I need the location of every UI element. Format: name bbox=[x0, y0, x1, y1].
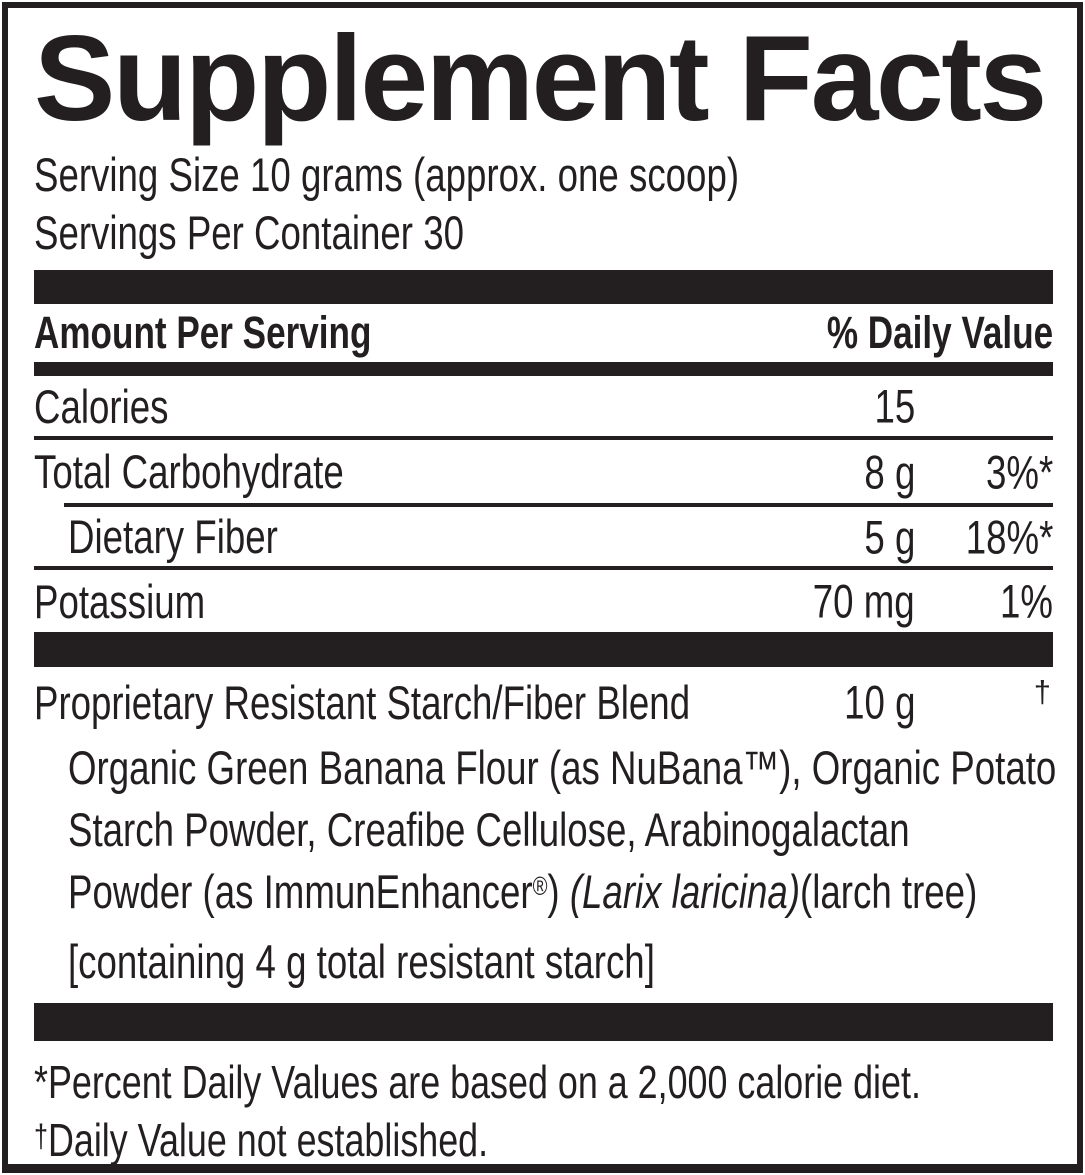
amount-per-serving-label: Amount Per Serving bbox=[34, 307, 372, 359]
servings-per-container-text: Servings Per Container 30 bbox=[34, 206, 464, 260]
nutrient-name: Dietary Fiber bbox=[68, 510, 278, 564]
footnote-text bbox=[34, 1053, 921, 1111]
nutrient-row-potassium bbox=[34, 570, 1053, 632]
blend-description-segment: (larch tree) bbox=[800, 865, 978, 919]
footnote-text bbox=[34, 1111, 488, 1174]
thin-separator-bar bbox=[34, 362, 1053, 376]
footnotes bbox=[34, 1053, 1053, 1174]
blend-description-line bbox=[68, 931, 1053, 993]
percent-daily-value-label: % Daily Value bbox=[826, 307, 1053, 359]
nutrient-daily-value: 3%* bbox=[985, 445, 1053, 499]
servings-per-container-line bbox=[34, 204, 1053, 262]
nutrient-row-calories bbox=[34, 376, 1053, 436]
blend-description-text: [containing 4 g total resistant starch] bbox=[68, 935, 655, 989]
blend-description bbox=[68, 737, 1057, 993]
blend-description-text: Starch Powder, Creafibe Cellulose, Arabinogalactan bbox=[68, 803, 910, 857]
table-header-row bbox=[34, 304, 1053, 362]
serving-info bbox=[34, 146, 1053, 262]
blend-description-segment: Powder (as ImmunEnhancer bbox=[68, 865, 533, 919]
nutrient-daily-value: 18%* bbox=[965, 510, 1053, 564]
thick-separator-bar bbox=[34, 632, 1053, 667]
nutrient-amount: 8 g bbox=[864, 445, 915, 499]
dagger-marker: † bbox=[34, 1118, 48, 1155]
nutrient-name: Total Carbohydrate bbox=[34, 445, 344, 499]
blend-description-text: Organic Green Banana Flour (as NuBana™), Organic Potato bbox=[68, 741, 1057, 795]
serving-size-line bbox=[34, 146, 1053, 204]
footnote-daily-values bbox=[34, 1053, 1053, 1111]
footnote-body: Percent Daily Values are based on a 2,000 calorie diet. bbox=[47, 1056, 921, 1109]
supplement-facts-title: Supplement Facts bbox=[34, 10, 1045, 146]
footnote-not-established bbox=[34, 1111, 1053, 1174]
nutrient-amount: 5 g bbox=[864, 510, 915, 564]
nutrient-name: Potassium bbox=[34, 574, 206, 628]
blend-description-text bbox=[68, 861, 977, 931]
nutrient-amount: 15 bbox=[874, 379, 915, 433]
blend-amount: 10 g bbox=[843, 675, 915, 729]
asterisk-marker: * bbox=[34, 1056, 48, 1109]
blend-daily-value-dagger: † bbox=[1033, 674, 1051, 710]
registered-trademark-symbol: ® bbox=[532, 873, 548, 902]
thick-separator-bar bbox=[34, 1003, 1053, 1041]
nutrient-amount: 70 mg bbox=[813, 574, 915, 628]
blend-name: Proprietary Resistant Starch/Fiber Blend bbox=[34, 675, 691, 729]
blend-description-segment: ) bbox=[547, 865, 570, 919]
supplement-facts-label bbox=[2, 2, 1083, 1173]
thick-separator-bar bbox=[34, 270, 1053, 304]
blend-description-line bbox=[68, 861, 1053, 931]
nutrient-daily-value: 1% bbox=[1000, 574, 1053, 628]
latin-name-italic: (Larix laricina) bbox=[569, 865, 801, 919]
serving-size-text: Serving Size 10 grams (approx. one scoop) bbox=[34, 148, 740, 202]
nutrient-row-dietary-fiber bbox=[34, 507, 1053, 566]
nutrient-name: Calories bbox=[34, 379, 169, 433]
footnote-body: Daily Value not established. bbox=[47, 1114, 489, 1167]
blend-description-line bbox=[68, 737, 1057, 799]
proprietary-blend-row bbox=[34, 667, 1053, 737]
nutrient-row-total-carbohydrate bbox=[34, 440, 1053, 503]
blend-description-line bbox=[68, 799, 1053, 861]
